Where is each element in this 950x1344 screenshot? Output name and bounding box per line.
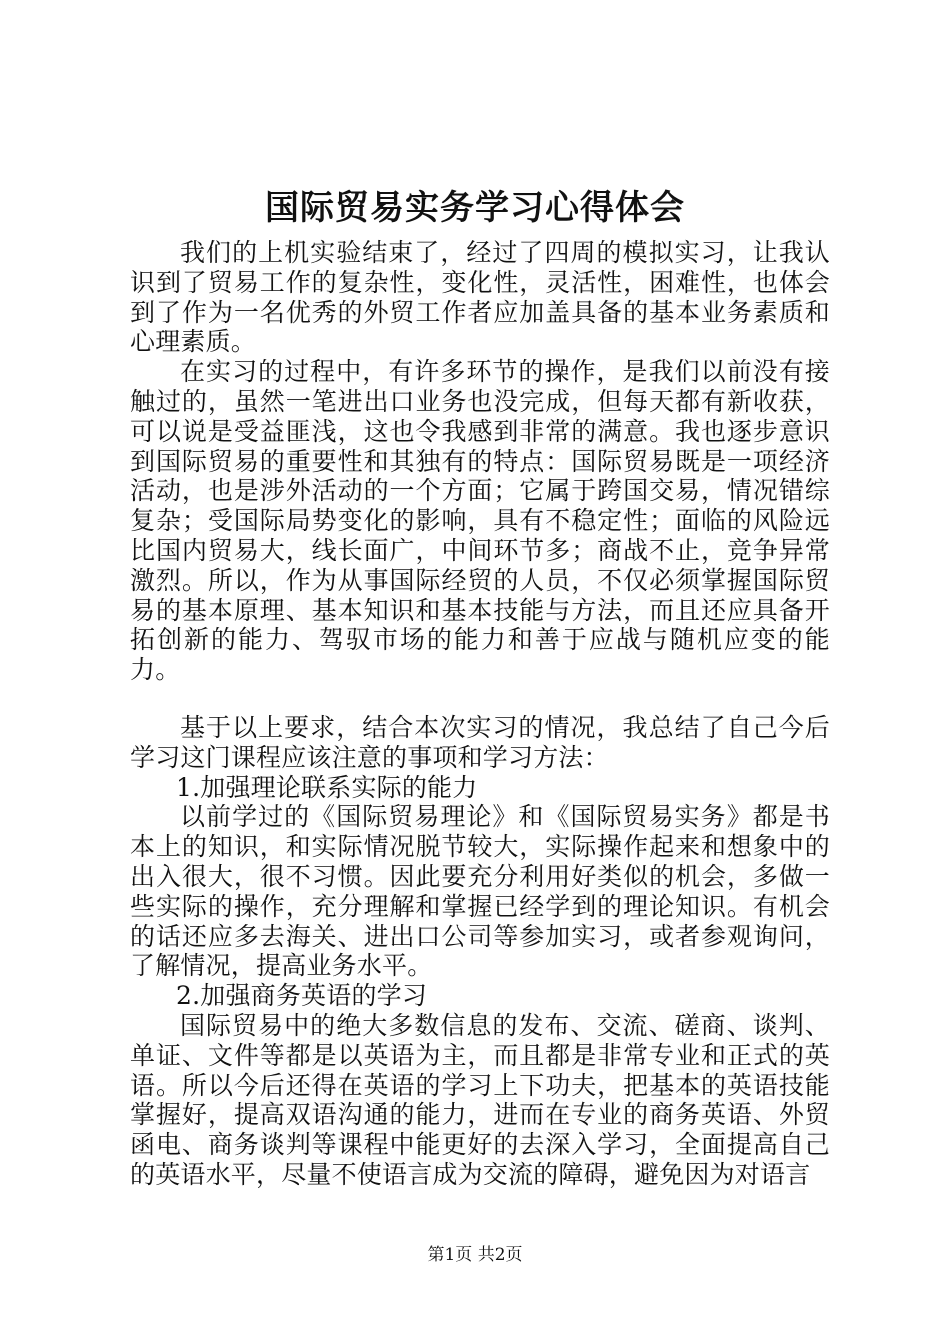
paragraph-intro: 我们的上机实验结束了，经过了四周的模拟实习，让我认识到了贸易工作的复杂性，变化性，灵活性，困难性，也体会到了作为一名优秀的外贸工作者应加盖具备的基本业务素质和心理素质。: [130, 238, 830, 357]
section-heading-business-english: 2.加强商务英语的学习: [176, 981, 428, 1011]
page-footer: 第1页 共2页: [427, 1245, 523, 1265]
section-heading-theory-practice: 1.加强理论联系实际的能力: [176, 772, 478, 802]
section-text-business-english: 国际贸易中的绝大多数信息的发布、交流、磋商、谈判、单证、文件等都是以英语为主，而且都是非常专业和正式的英语。所以今后还得在英语的学习上下功夫，把基本的英语技能掌握好，提高双语沟通的能力，进而在专业的商务英语、外贸函电、商务谈判等课程中能更好的去深入学习，全面提高自己的英语水平，尽量不使语言成为交流的障碍，避免因为对语言: [130, 1010, 830, 1189]
document-body: [130, 238, 830, 1190]
paragraph-summary: 基于以上要求，结合本次实习的情况，我总结了自己今后学习这门课程应该注意的事项和学习方法：: [130, 712, 830, 772]
section-text-theory-practice: 以前学过的《国际贸易理论》和《国际贸易实务》都是书本上的知识，和实际情况脱节较大，实际操作起来和想象中的出入很大，很不习惯。因此要充分利用好类似的机会，多做一些实际的操作，充分理解和掌握已经学到的理论知识。有机会的话还应多去海关、进出口公司等参加实习，或者参观询问，了解情况，提高业务水平。: [130, 802, 830, 981]
document-title: 国际贸易实务学习心得体会: [265, 188, 685, 228]
paragraph-experience: 在实习的过程中，有许多环节的操作，是我们以前没有接触过的，虽然一笔进出口业务也没完成，但每天都有新收获，可以说是受益匪浅，这也令我感到非常的满意。我也逐步意识到国际贸易的重要性和其独有的特点：国际贸易既是一项经济活动，也是涉外活动的一个方面；它属于跨国交易，情况错综复杂；受国际局势变化的影响，具有不稳定性；面临的风险远比国内贸易大，线长面广，中间环节多；商战不止，竞争异常激烈。所以，作为从事国际经贸的人员，不仅必须掌握国际贸易的基本原理、基本知识和基本技能与方法，而且还应具备开拓创新的能力、驾驭市场的能力和善于应战与随机应变的能力。: [130, 357, 830, 685]
